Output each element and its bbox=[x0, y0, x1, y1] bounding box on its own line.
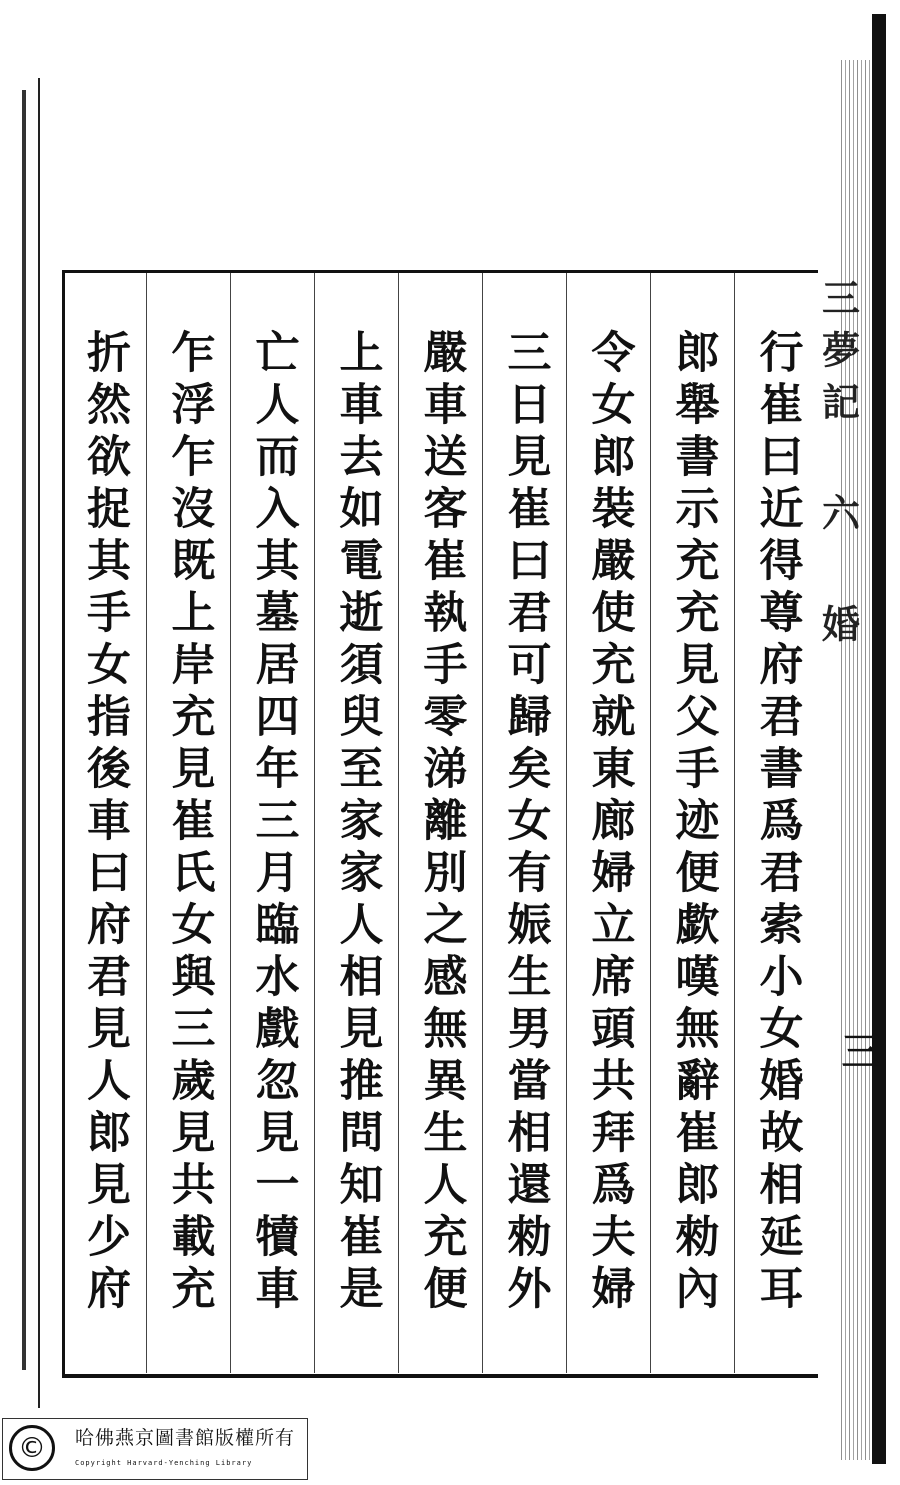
text-column bbox=[146, 273, 230, 1373]
text-column bbox=[398, 273, 482, 1373]
binding-line-inner bbox=[22, 90, 26, 1370]
text-column bbox=[230, 273, 314, 1373]
column-text: 三日見崔曰君可歸矣女有娠生男當相還勑外 bbox=[499, 329, 551, 1317]
column-text: 行崔曰近得尊府君書爲君索小女婚故相延耳 bbox=[751, 329, 803, 1317]
column-text: 折然欲捉其手女指後車曰府君見人郎見少府 bbox=[79, 329, 130, 1317]
block-title bbox=[815, 278, 861, 778]
column-text: 上車去如電逝須臾至家家人相見推問知崔是 bbox=[331, 329, 383, 1317]
copyright-stamp bbox=[2, 1418, 308, 1480]
text-column bbox=[482, 273, 566, 1373]
column-text: 乍浮乍沒既上岸充見崔氏女與三歲見共載充 bbox=[163, 329, 215, 1317]
stamp-subtitle: Copyright Harvard-Yenching Library bbox=[75, 1459, 253, 1467]
column-text: 亡人而入其墓居四年三月臨水戲忽見一犢車 bbox=[247, 329, 299, 1317]
text-column bbox=[62, 273, 146, 1373]
text-column bbox=[734, 273, 818, 1373]
column-text: 郎舉書示充充見父手迹便歔嘆無辭崔郎勑內 bbox=[667, 329, 719, 1317]
text-column bbox=[566, 273, 650, 1373]
text-columns bbox=[62, 273, 818, 1373]
leaf-number: 三 bbox=[835, 1030, 882, 1070]
page-edge-bar bbox=[872, 14, 886, 1464]
text-column bbox=[314, 273, 398, 1373]
stamp-title: 哈佛燕京圖書館版權所有 bbox=[75, 1427, 296, 1449]
title-text: 三夢記 六 婚 bbox=[815, 278, 861, 656]
copyright-icon: © bbox=[9, 1425, 55, 1471]
text-column bbox=[650, 273, 734, 1373]
column-text: 嚴車送客崔執手零涕離別之感無異生人充便 bbox=[415, 329, 467, 1317]
column-text: 令女郎裝嚴使充就東廊婦立席頭共拜爲夫婦 bbox=[583, 329, 635, 1317]
binding-line-left bbox=[38, 78, 40, 1408]
